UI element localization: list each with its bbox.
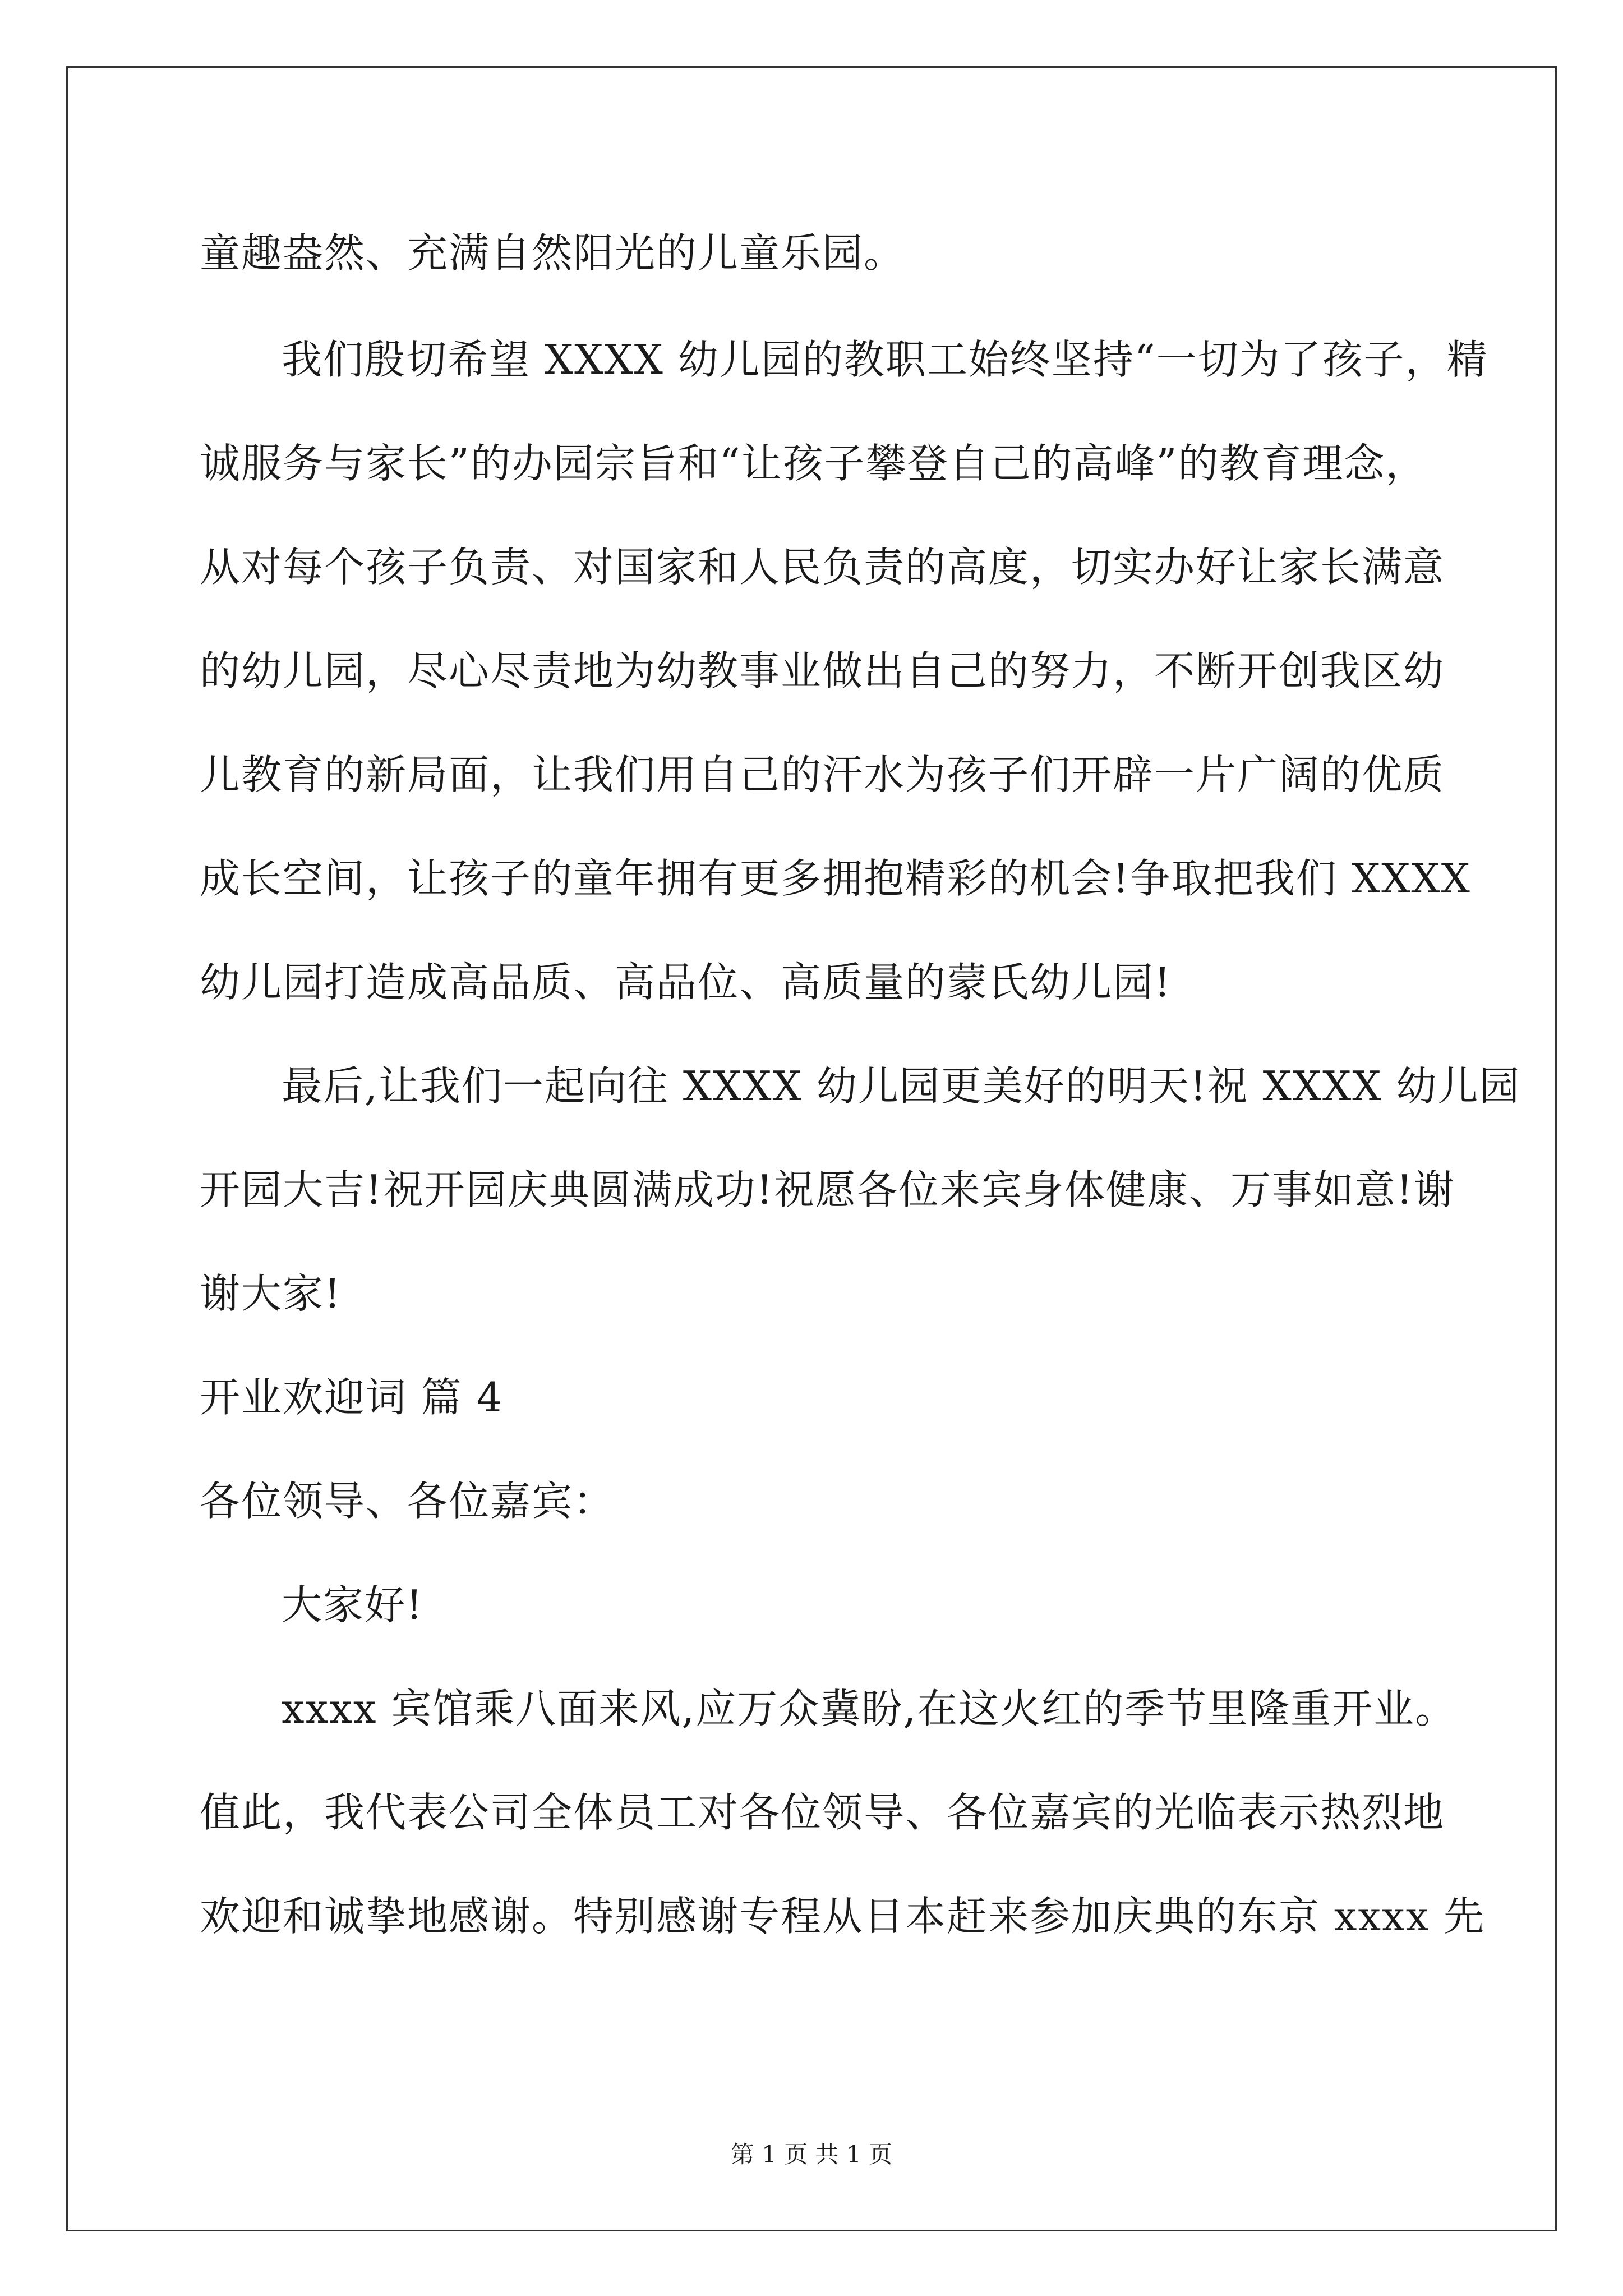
- text-line: 从对每个孩子负责、对国家和人民负责的高度，切实办好让家长满意: [200, 544, 1445, 591]
- text-line: 最后,让我们一起向往 XXXX 幼儿园更美好的明天!祝 XXXX 幼儿园: [282, 1062, 1521, 1110]
- text-line: 开园大吉!祝开园庆典圆满成功!祝愿各位来宾身体健康、万事如意!谢: [200, 1166, 1455, 1213]
- text-line: 值此，我代表公司全体员工对各位领导、各位嘉宾的光临表示热烈地: [200, 1789, 1445, 1836]
- text-line: 谢大家!: [200, 1270, 342, 1317]
- text-line: 童趣盎然、充满自然阳光的儿童乐园。: [200, 229, 906, 277]
- section-heading: 开业欢迎词 篇 4: [200, 1374, 504, 1421]
- text-line: xxxx 宾馆乘八面来风,应万众冀盼,在这火红的季节里隆重开业。: [282, 1685, 1457, 1732]
- text-line: 的幼儿园，尽心尽责地为幼教事业做出自己的努力，不断开创我区幼: [200, 647, 1445, 694]
- page-footer: 第 1 页 共 1 页: [730, 2141, 893, 2168]
- text-line: 儿教育的新局面，让我们用自己的汗水为孩子们开辟一片广阔的优质: [200, 751, 1445, 798]
- text-line: 幼儿园打造成高品质、高品位、高质量的蒙氏幼儿园!: [200, 959, 1172, 1006]
- text-line: 成长空间，让孩子的童年拥有更多拥抱精彩的机会!争取把我们 XXXX: [200, 855, 1471, 902]
- salutation: 各位领导、各位嘉宾：: [200, 1478, 615, 1525]
- text-line: 欢迎和诚挚地感谢。特别感谢专程从日本赶来参加庆典的东京 xxxx 先: [200, 1893, 1486, 1940]
- greeting: 大家好!: [282, 1581, 423, 1628]
- text-line: 诚服务与家长”的办园宗旨和“让孩子攀登自己的高峰”的教育理念，: [200, 440, 1427, 487]
- text-line: 我们殷切希望 XXXX 幼儿园的教职工始终坚持“一切为了孩子，精: [282, 336, 1488, 383]
